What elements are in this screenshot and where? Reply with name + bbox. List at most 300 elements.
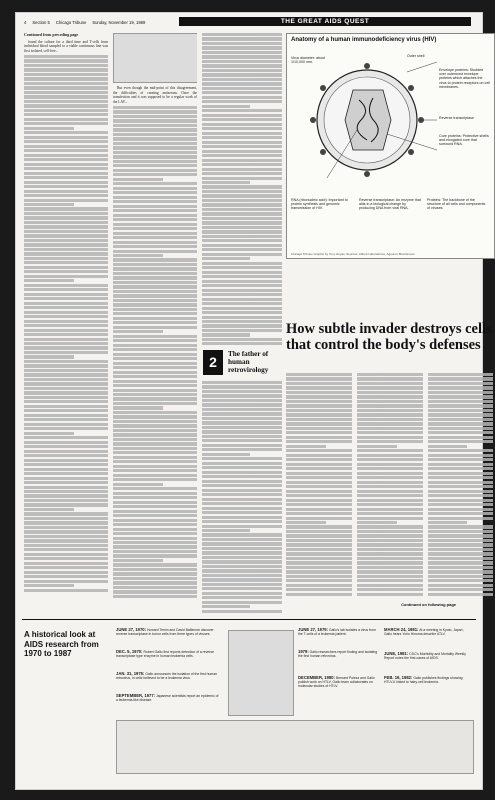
diagram-title: Anatomy of a human immunodeficiency virus (HIV) bbox=[291, 37, 437, 43]
text-line bbox=[428, 373, 493, 376]
text-line bbox=[113, 429, 197, 432]
text-line bbox=[357, 431, 423, 434]
text-line bbox=[113, 460, 197, 463]
text-line bbox=[24, 364, 108, 367]
text-line bbox=[202, 226, 282, 229]
text-line bbox=[113, 465, 197, 468]
text-line bbox=[113, 187, 197, 190]
text-line bbox=[202, 172, 282, 175]
text-line bbox=[113, 191, 197, 194]
text-line bbox=[286, 539, 352, 542]
text-line bbox=[24, 427, 108, 430]
text-line bbox=[113, 528, 197, 531]
article-column-4 bbox=[286, 373, 352, 597]
text-line bbox=[428, 575, 493, 578]
text-line bbox=[113, 433, 197, 436]
text-line bbox=[113, 312, 197, 315]
text-line bbox=[202, 114, 282, 117]
text-line bbox=[24, 140, 108, 143]
text-line bbox=[202, 150, 282, 153]
text-line bbox=[286, 579, 352, 582]
text-line bbox=[428, 494, 493, 497]
text-line bbox=[113, 415, 197, 418]
text-line bbox=[357, 373, 423, 376]
text-line bbox=[202, 293, 282, 296]
text-line bbox=[113, 595, 197, 598]
text-line bbox=[24, 535, 108, 538]
text-line bbox=[428, 521, 467, 524]
text-line bbox=[24, 539, 108, 542]
timeline-entry: JUNE 27, 1979: Gallo's lab isolates a virus from the T-cells of a leukemia patient. bbox=[298, 627, 376, 637]
text-line bbox=[113, 420, 197, 423]
text-line bbox=[24, 445, 108, 448]
text-line bbox=[24, 477, 108, 480]
text-line bbox=[202, 484, 282, 487]
text-line bbox=[357, 418, 423, 421]
text-line bbox=[113, 397, 197, 400]
text-line bbox=[113, 218, 197, 221]
text-line bbox=[113, 438, 197, 441]
text-line bbox=[202, 302, 282, 305]
text-line bbox=[202, 168, 282, 171]
text-line bbox=[24, 338, 108, 341]
text-line bbox=[202, 177, 282, 180]
text-line bbox=[202, 587, 282, 590]
text-line bbox=[357, 436, 423, 439]
text-line bbox=[202, 123, 282, 126]
text-line bbox=[113, 133, 197, 136]
text-line bbox=[357, 409, 423, 412]
text-line bbox=[202, 217, 282, 220]
text-line bbox=[113, 164, 197, 167]
text-line bbox=[24, 396, 108, 399]
text-line bbox=[113, 393, 197, 396]
text-line bbox=[286, 467, 352, 470]
text-line bbox=[286, 530, 352, 533]
text-line bbox=[24, 145, 108, 148]
text-line bbox=[286, 373, 352, 376]
text-line bbox=[202, 426, 282, 429]
feature-number: 2 bbox=[203, 350, 223, 375]
text-line bbox=[24, 64, 108, 67]
text-line bbox=[357, 539, 423, 542]
text-line bbox=[24, 351, 108, 354]
reverse-transcriptase-note: Reverse transcriptase: An enzyme that aids in a biological change by producing DNA from viral RNA. bbox=[359, 198, 421, 211]
text-line bbox=[202, 421, 282, 424]
text-line bbox=[24, 503, 108, 506]
text-line bbox=[428, 463, 493, 466]
text-line bbox=[202, 435, 282, 438]
text-line bbox=[202, 69, 282, 72]
text-line bbox=[113, 339, 197, 342]
text-line bbox=[113, 263, 197, 266]
text-line bbox=[428, 386, 493, 389]
text-line bbox=[113, 451, 197, 454]
text-line bbox=[24, 517, 108, 520]
text-line bbox=[24, 104, 108, 107]
text-line bbox=[202, 64, 282, 67]
text-line bbox=[286, 521, 326, 524]
text-line bbox=[202, 221, 282, 224]
text-line bbox=[202, 412, 282, 415]
text-line bbox=[113, 389, 197, 392]
text-line bbox=[113, 406, 163, 409]
text-line bbox=[357, 400, 423, 403]
timeline-entry: JAN. 31, 1975: Gallo announces the isolation of the first human retrovirus, in cells believed to be a leukemia virus. bbox=[116, 671, 217, 681]
text-line bbox=[113, 545, 197, 548]
text-line bbox=[202, 511, 282, 514]
text-line bbox=[357, 508, 423, 511]
text-line bbox=[202, 60, 282, 63]
text-line bbox=[113, 487, 197, 490]
text-line bbox=[113, 214, 197, 217]
text-line bbox=[286, 472, 352, 475]
text-line bbox=[24, 580, 108, 583]
text-line bbox=[357, 525, 423, 528]
text-line bbox=[202, 493, 282, 496]
article-photo bbox=[113, 33, 197, 83]
text-line bbox=[428, 467, 493, 470]
text-line bbox=[24, 131, 108, 134]
text-line bbox=[202, 605, 250, 608]
text-line bbox=[24, 360, 108, 363]
text-line bbox=[202, 480, 282, 483]
text-line bbox=[286, 503, 352, 506]
text-line bbox=[202, 298, 282, 301]
text-line bbox=[202, 439, 282, 442]
text-line bbox=[24, 521, 108, 524]
text-line bbox=[202, 538, 282, 541]
text-line bbox=[357, 391, 423, 394]
envelope-proteins-label: Envelope proteins: Studded over outermost envelope proteins which attaches the virus to protein receptors on cell membranes. bbox=[439, 68, 490, 89]
timeline-section bbox=[22, 619, 476, 780]
text-line bbox=[202, 100, 282, 103]
text-line bbox=[24, 257, 108, 260]
text-line bbox=[24, 239, 108, 242]
text-line bbox=[113, 276, 197, 279]
text-line bbox=[428, 534, 493, 537]
text-line bbox=[24, 203, 74, 206]
text-line bbox=[113, 496, 197, 499]
text-line bbox=[357, 593, 423, 596]
text-line bbox=[202, 307, 282, 310]
text-line bbox=[428, 445, 467, 448]
text-line bbox=[113, 317, 197, 320]
text-line bbox=[428, 481, 493, 484]
text-line bbox=[24, 154, 108, 157]
text-line bbox=[24, 414, 108, 417]
text-line bbox=[24, 544, 108, 547]
text-line bbox=[113, 357, 197, 360]
text-line bbox=[202, 203, 282, 206]
text-line bbox=[113, 483, 163, 486]
text-line bbox=[113, 523, 197, 526]
text-line bbox=[202, 466, 282, 469]
text-line bbox=[24, 279, 74, 282]
text-line bbox=[24, 284, 108, 287]
text-line bbox=[113, 124, 197, 127]
timeline-entry: 1979: Gallo researchers report finding and isolating the first human retrovirus. bbox=[298, 649, 378, 659]
text-line bbox=[202, 320, 282, 323]
text-line bbox=[24, 562, 108, 565]
text-line bbox=[24, 266, 108, 269]
text-line bbox=[24, 199, 108, 202]
text-line bbox=[286, 557, 352, 560]
text-line bbox=[24, 382, 108, 385]
text-line bbox=[202, 565, 282, 568]
text-line bbox=[357, 557, 423, 560]
text-line bbox=[428, 427, 493, 430]
text-line bbox=[286, 593, 352, 596]
timeline-entry: DEC. 5, 1970: Robert Gallo first reports detection of a reverse transcriptase type enzyme in human leukemia cells. bbox=[116, 649, 214, 659]
text-line bbox=[202, 498, 282, 501]
text-line bbox=[286, 525, 352, 528]
text-line bbox=[428, 431, 493, 434]
text-line bbox=[286, 543, 352, 546]
text-line bbox=[202, 199, 282, 202]
text-line bbox=[24, 185, 108, 188]
text-line bbox=[113, 281, 197, 284]
text-line bbox=[286, 400, 352, 403]
text-line bbox=[286, 584, 352, 587]
text-line bbox=[357, 512, 423, 515]
text-line bbox=[24, 391, 108, 394]
text-line bbox=[202, 560, 282, 563]
text-line bbox=[286, 494, 352, 497]
timeline-entry: SEPTEMBER, 1977: Japanese scientists report an epidemic of a leukemia-like disease. bbox=[116, 693, 219, 703]
text-line bbox=[202, 583, 282, 586]
text-line bbox=[202, 471, 282, 474]
text-line bbox=[286, 454, 352, 457]
text-line bbox=[113, 250, 197, 253]
text-line bbox=[357, 454, 423, 457]
text-line bbox=[24, 387, 108, 390]
text-line bbox=[113, 371, 197, 374]
text-line bbox=[428, 539, 493, 542]
section-label: Section 5 bbox=[32, 19, 50, 25]
text-line bbox=[357, 476, 423, 479]
outer-shell-label: Outer shell bbox=[407, 54, 425, 58]
text-line bbox=[24, 373, 108, 376]
text-line bbox=[113, 380, 197, 383]
text-line bbox=[357, 530, 423, 533]
text-line bbox=[286, 570, 352, 573]
text-line bbox=[24, 548, 108, 551]
text-line bbox=[202, 556, 282, 559]
text-line bbox=[202, 159, 282, 162]
text-line bbox=[357, 561, 423, 564]
text-line bbox=[113, 456, 197, 459]
text-line bbox=[202, 329, 282, 332]
text-line bbox=[202, 185, 282, 188]
text-line bbox=[202, 390, 282, 393]
text-line bbox=[113, 348, 197, 351]
text-line bbox=[24, 59, 108, 62]
issue-date: Sunday, November 19, 1989 bbox=[92, 19, 146, 25]
text-line bbox=[357, 449, 423, 452]
text-line bbox=[357, 543, 423, 546]
text-line bbox=[24, 234, 108, 237]
text-line bbox=[24, 55, 108, 58]
text-line bbox=[357, 422, 423, 425]
text-line bbox=[24, 342, 108, 345]
text-line bbox=[113, 478, 197, 481]
text-line bbox=[202, 311, 282, 314]
text-line bbox=[24, 575, 108, 578]
text-line bbox=[24, 436, 108, 439]
text-line bbox=[202, 381, 282, 384]
text-line bbox=[202, 118, 282, 121]
text-line bbox=[24, 320, 108, 323]
text-line bbox=[357, 575, 423, 578]
text-line bbox=[24, 297, 108, 300]
text-line bbox=[428, 485, 493, 488]
text-line bbox=[24, 109, 108, 112]
text-line bbox=[113, 586, 197, 589]
text-line bbox=[286, 395, 352, 398]
text-line bbox=[286, 566, 352, 569]
text-line bbox=[24, 252, 108, 255]
text-line bbox=[113, 128, 197, 131]
text-line bbox=[113, 469, 197, 472]
text-line bbox=[357, 427, 423, 430]
newspaper-name: Chicago Tribune bbox=[55, 19, 87, 25]
text-line bbox=[24, 405, 108, 408]
text-line bbox=[24, 450, 108, 453]
text-line bbox=[113, 209, 197, 212]
text-line bbox=[24, 77, 108, 80]
text-line bbox=[202, 569, 282, 572]
text-line bbox=[202, 136, 282, 139]
text-line bbox=[24, 557, 108, 560]
continued-from-label: Continued from preceding page bbox=[24, 33, 79, 37]
text-line bbox=[357, 499, 423, 502]
text-line bbox=[286, 458, 352, 461]
text-line bbox=[428, 512, 493, 515]
text-line bbox=[202, 284, 282, 287]
text-line bbox=[113, 205, 197, 208]
text-line bbox=[113, 182, 197, 185]
text-line bbox=[286, 490, 352, 493]
text-line bbox=[357, 404, 423, 407]
text-line bbox=[357, 503, 423, 506]
text-line bbox=[24, 369, 108, 372]
article-column-3 bbox=[202, 33, 282, 345]
text-line bbox=[113, 411, 197, 414]
text-line bbox=[113, 151, 197, 154]
text-line bbox=[202, 533, 282, 536]
text-line bbox=[357, 552, 423, 555]
text-line bbox=[113, 254, 163, 257]
text-line bbox=[24, 212, 108, 215]
text-line bbox=[202, 78, 282, 81]
text-line bbox=[428, 561, 493, 564]
text-line bbox=[202, 453, 250, 456]
text-line bbox=[202, 51, 282, 54]
text-line bbox=[202, 266, 282, 269]
text-line bbox=[286, 552, 352, 555]
text-line bbox=[24, 293, 108, 296]
text-line bbox=[286, 386, 352, 389]
text-line bbox=[24, 207, 108, 210]
text-line bbox=[286, 436, 352, 439]
text-line bbox=[428, 449, 493, 452]
text-line bbox=[428, 525, 493, 528]
text-line bbox=[113, 258, 197, 261]
text-line bbox=[24, 194, 108, 197]
text-line bbox=[428, 566, 493, 569]
text-line bbox=[202, 547, 282, 550]
text-line bbox=[202, 55, 282, 58]
text-line bbox=[113, 223, 197, 226]
text-line bbox=[357, 588, 423, 591]
text-line bbox=[357, 584, 423, 587]
text-line bbox=[202, 475, 282, 478]
text-line bbox=[428, 395, 493, 398]
text-line bbox=[113, 424, 197, 427]
text-line bbox=[113, 294, 197, 297]
text-line bbox=[24, 270, 108, 273]
article-headline: How subtle invader destroys cells that control the body's defenses bbox=[286, 321, 492, 353]
text-line bbox=[24, 230, 108, 233]
text-line bbox=[113, 559, 163, 562]
text-line bbox=[428, 557, 493, 560]
text-line bbox=[113, 384, 197, 387]
text-line bbox=[24, 481, 108, 484]
text-line bbox=[113, 568, 197, 571]
text-line bbox=[428, 552, 493, 555]
text-line bbox=[357, 382, 423, 385]
series-banner: THE GREAT AIDS QUEST bbox=[179, 17, 471, 26]
text-line bbox=[202, 87, 282, 90]
text-line bbox=[24, 486, 108, 489]
text-line bbox=[113, 119, 197, 122]
text-line bbox=[357, 472, 423, 475]
text-line bbox=[202, 244, 282, 247]
text-line bbox=[113, 106, 197, 109]
text-line bbox=[202, 601, 282, 604]
text-line bbox=[24, 418, 108, 421]
text-line bbox=[428, 530, 493, 533]
text-line bbox=[113, 330, 163, 333]
text-line bbox=[202, 46, 282, 49]
text-line bbox=[24, 432, 74, 435]
text-line bbox=[24, 490, 108, 493]
text-line bbox=[24, 243, 108, 246]
text-line bbox=[202, 489, 282, 492]
text-line bbox=[113, 196, 197, 199]
text-line bbox=[428, 436, 493, 439]
text-line bbox=[24, 306, 108, 309]
text-line bbox=[428, 584, 493, 587]
text-line bbox=[286, 413, 352, 416]
text-line bbox=[24, 167, 108, 170]
text-line bbox=[24, 311, 108, 314]
text-line bbox=[113, 245, 197, 248]
text-line bbox=[113, 442, 197, 445]
text-line bbox=[202, 529, 250, 532]
text-line bbox=[286, 481, 352, 484]
text-line bbox=[428, 382, 493, 385]
text-line bbox=[428, 579, 493, 582]
text-line bbox=[202, 462, 282, 465]
text-line bbox=[202, 578, 282, 581]
text-line bbox=[113, 335, 197, 338]
text-line bbox=[113, 308, 197, 311]
text-line bbox=[202, 385, 282, 388]
text-line bbox=[24, 100, 108, 103]
timeline-title: A historical look at AIDS research from 1970 to 1987 bbox=[24, 630, 99, 658]
